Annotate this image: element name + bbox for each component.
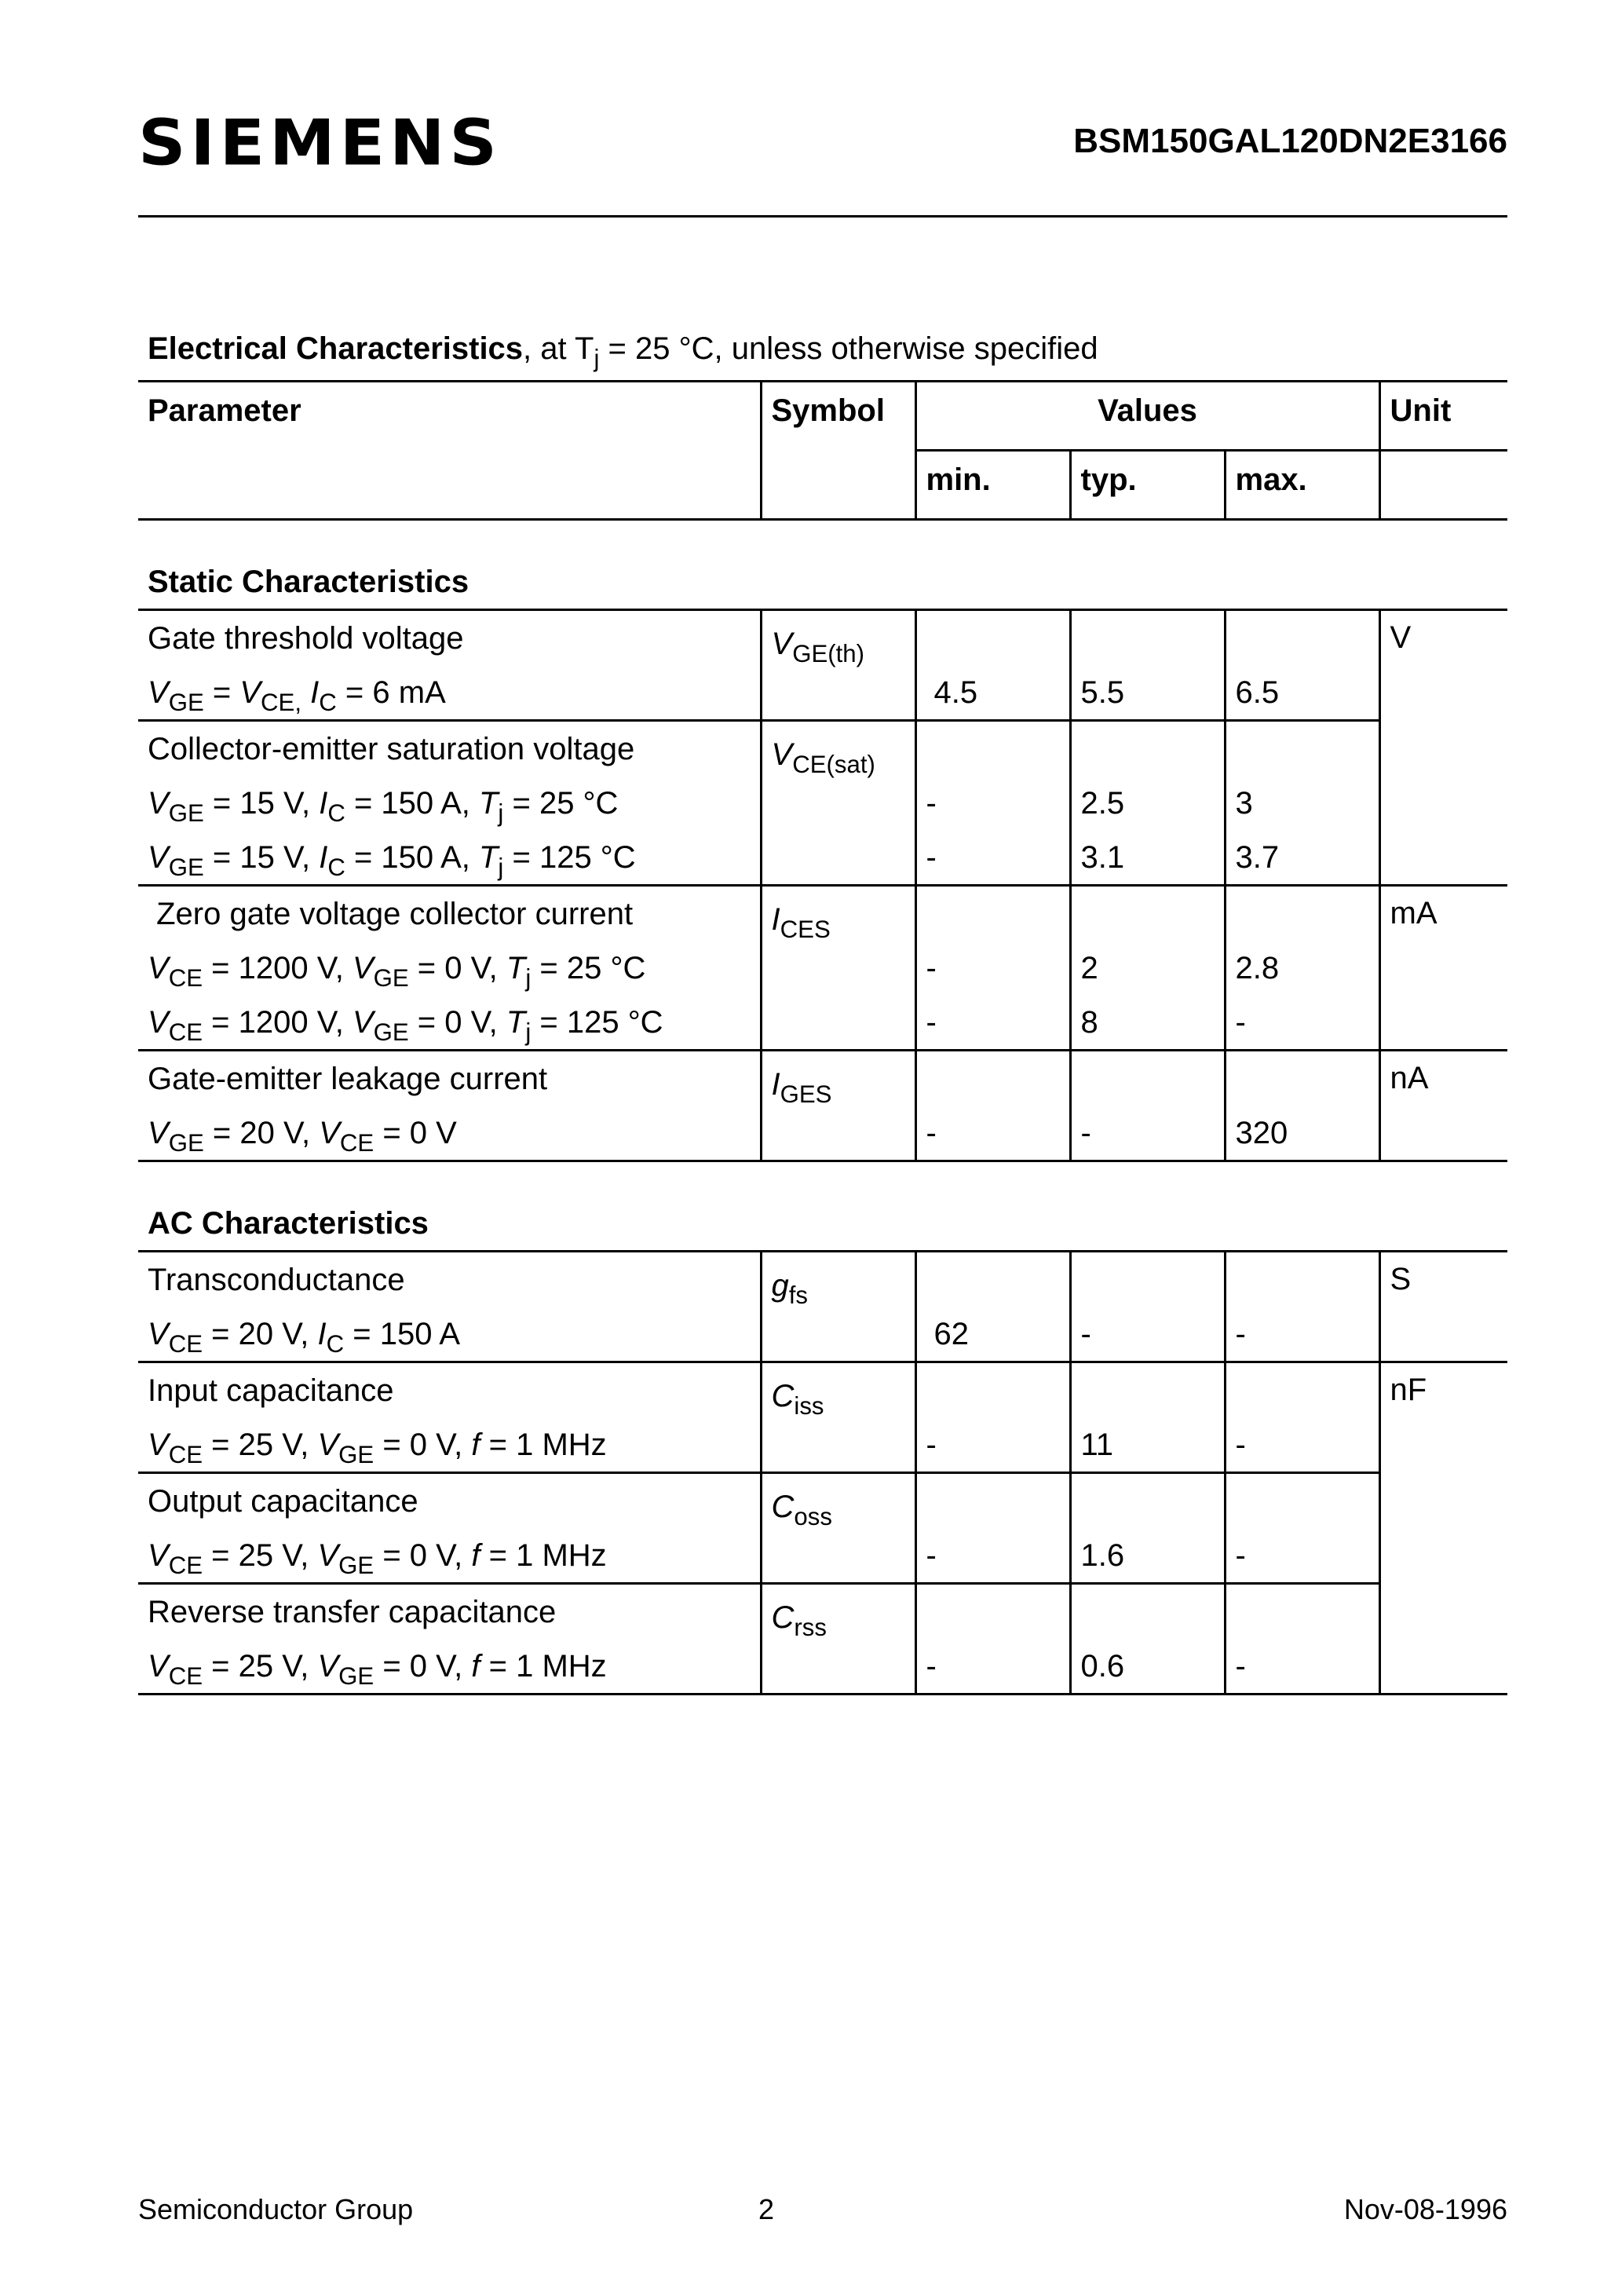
min-value: - (915, 1639, 1070, 1695)
min-value: - (915, 1106, 1070, 1161)
typ-value: 8 (1070, 995, 1225, 1051)
value-cell (1070, 1473, 1225, 1529)
value-cell (1070, 610, 1225, 666)
param-name: Collector-emitter saturation voltage (138, 721, 761, 777)
test-condition: $V_{GE} = 20$ V, $V_{CE} = 0$ V (138, 1106, 761, 1161)
section-title-text: , at T (523, 331, 594, 366)
max-value: - (1225, 995, 1379, 1051)
value-cell (915, 1473, 1070, 1529)
test-condition: $V_{GE} = 15$ V, $I_C = 150$ A, $T_j = 25$ °C (148, 785, 619, 827)
max-value: - (1225, 1639, 1379, 1695)
test-condition: $V_{GE} = 15$ V, $I_C = 150$ A, $T_j = 125$ °C (148, 839, 636, 881)
symbol-letter: C (771, 1490, 795, 1524)
section-title-subscript: j (594, 344, 600, 372)
param-name: Transconductance (138, 1252, 761, 1307)
value-cell (1225, 610, 1379, 666)
table-row (138, 610, 1507, 666)
unit-cell: mA (1379, 886, 1507, 1051)
symbol-subscript: CE(sat) (792, 750, 875, 778)
param-name: Gate threshold voltage (138, 610, 761, 666)
part-number: BSM150GAL120DN2E3166 (1073, 122, 1507, 160)
table-row (138, 1584, 1507, 1640)
unit-cell: nF (1379, 1362, 1507, 1695)
header-max: max. (1225, 451, 1379, 520)
typ-value: 2 (1070, 941, 1225, 995)
max-value: 3 (1225, 776, 1379, 830)
max-value: 3.7 (1225, 830, 1379, 886)
typ-value: 1.6 (1070, 1528, 1225, 1584)
min-value: - (915, 941, 1070, 995)
value-cell (1225, 886, 1379, 941)
symbol-cell (761, 1252, 915, 1362)
electrical-characteristics-table (138, 380, 1507, 1695)
param-name: Gate-emitter leakage current (138, 1051, 761, 1106)
symbol-subscript: iss (794, 1391, 824, 1420)
table-header-row (138, 382, 1507, 451)
value-cell (1070, 886, 1225, 941)
value-cell (1225, 1473, 1379, 1529)
max-value: 6.5 (1225, 665, 1379, 721)
table-row (138, 1252, 1507, 1307)
typ-value: 11 (1070, 1417, 1225, 1473)
min-value: - (915, 995, 1070, 1051)
value-cell (915, 721, 1070, 777)
typ-value: 0.6 (1070, 1639, 1225, 1695)
ac-section-title: AC Characteristics (148, 1206, 429, 1241)
value-cell (915, 1362, 1070, 1418)
value-cell (1070, 1051, 1225, 1106)
symbol-subscript: fs (788, 1281, 809, 1309)
symbol-letter: I (771, 902, 780, 937)
symbol-letter: V (771, 737, 793, 772)
footer-date: Nov-08-1996 (1343, 2193, 1507, 2225)
header-values: Values (915, 382, 1379, 451)
symbol-letter: C (771, 1600, 795, 1635)
test-condition: $V_{CE} = 1200$ V, $V_{GE} = 0$ V, $T_j = 125$ °C (148, 1004, 663, 1046)
value-cell (1070, 1584, 1225, 1640)
header-unit-blank (1379, 451, 1507, 520)
symbol-cell (761, 1584, 915, 1695)
unit-cell: S (1379, 1252, 1507, 1362)
header-divider (138, 215, 1507, 218)
header-unit: Unit (1379, 382, 1507, 451)
test-condition: $V_{CE} = 25$ V, $V_{GE} = 0$ V, f = 1 MHz (148, 1427, 607, 1468)
typ-value: 3.1 (1070, 830, 1225, 886)
symbol-subscript: oss (794, 1502, 832, 1530)
symbol-letter: C (771, 1379, 795, 1413)
value-cell (1070, 1362, 1225, 1418)
param-name: Reverse transfer capacitance (138, 1584, 761, 1640)
test-condition: $V_{CE} = 20$ V, $I_C = 150$ A (138, 1307, 761, 1362)
test-condition: $V_{CE} = 25$ V, $V_{GE} = 0$ V, f = 1 MHz (138, 1639, 761, 1695)
value-cell (915, 886, 1070, 941)
max-value: - (1225, 1307, 1379, 1362)
value-cell (1225, 1051, 1379, 1106)
static-section-title: Static Characteristics (138, 520, 1507, 610)
table-row (138, 1051, 1507, 1106)
symbol-subscript: GE(th) (792, 639, 865, 667)
table-row (138, 1362, 1507, 1418)
test-condition: $V_{GE} = V_{CE,}$ $I_C = 6$ mA (148, 675, 446, 716)
section-title-text-2: = 25 °C, unless otherwise specified (599, 331, 1098, 366)
symbol-subscript: GES (780, 1080, 832, 1108)
section-title (148, 331, 1098, 372)
symbol-cell (761, 1051, 915, 1161)
param-name: Zero gate voltage collector current (138, 886, 761, 941)
max-value: - (1225, 1528, 1379, 1584)
max-value: 2.8 (1225, 941, 1379, 995)
max-value: - (1225, 1417, 1379, 1473)
table-row (138, 721, 1507, 777)
typ-value: - (1070, 1307, 1225, 1362)
unit-cell: nA (1379, 1051, 1507, 1161)
typ-value: 5.5 (1070, 665, 1225, 721)
value-cell (1225, 1362, 1379, 1418)
symbol-letter: V (771, 627, 793, 661)
symbol-cell (761, 610, 915, 721)
symbol-cell (761, 721, 915, 886)
header-min: min. (915, 451, 1070, 520)
symbol-cell (761, 886, 915, 1051)
typ-value: 2.5 (1070, 776, 1225, 830)
symbol-cell (761, 1362, 915, 1473)
symbol-letter: I (771, 1067, 780, 1102)
header-typ: typ. (1070, 451, 1225, 520)
value-cell (1070, 1252, 1225, 1307)
test-condition: $V_{CE} = 1200$ V, $V_{GE} = 0$ V, $T_j = 25$ °C (148, 950, 646, 992)
symbol-subscript: CES (780, 915, 831, 943)
value-cell (1070, 721, 1225, 777)
value-cell (1225, 1584, 1379, 1640)
static-section-row (138, 520, 1507, 610)
table-row (138, 1473, 1507, 1529)
test-condition: $V_{CE} = 25$ V, $V_{GE} = 0$ V, f = 1 MHz (148, 1537, 607, 1579)
section-title-bold: Electrical Characteristics (148, 331, 524, 366)
header-symbol: Symbol (761, 382, 915, 520)
symbol-letter: g (771, 1268, 789, 1303)
value-cell (1225, 1252, 1379, 1307)
header-parameter: Parameter (138, 382, 761, 520)
min-value: 4.5 (915, 665, 1070, 721)
typ-value: - (1070, 1106, 1225, 1161)
min-value: 62 (915, 1307, 1070, 1362)
value-cell (1225, 721, 1379, 777)
min-value: - (915, 1417, 1070, 1473)
page-number: 2 (758, 2193, 775, 2225)
min-value: - (915, 1528, 1070, 1584)
value-cell (915, 1584, 1070, 1640)
symbol-subscript: rss (794, 1613, 827, 1641)
max-value: 320 (1225, 1106, 1379, 1161)
siemens-logo: SIEMENS (138, 106, 502, 180)
value-cell (915, 1252, 1070, 1307)
footer-left: Semiconductor Group (138, 2193, 414, 2225)
symbol-cell (761, 1473, 915, 1584)
param-name: Output capacitance (138, 1473, 761, 1529)
unit-cell: V (1379, 610, 1507, 886)
min-value: - (915, 830, 1070, 886)
min-value: - (915, 776, 1070, 830)
value-cell (915, 1051, 1070, 1106)
param-name: Input capacitance (148, 1373, 394, 1408)
value-cell (915, 610, 1070, 666)
ac-section-row (138, 1161, 1507, 1252)
table-row (138, 886, 1507, 941)
